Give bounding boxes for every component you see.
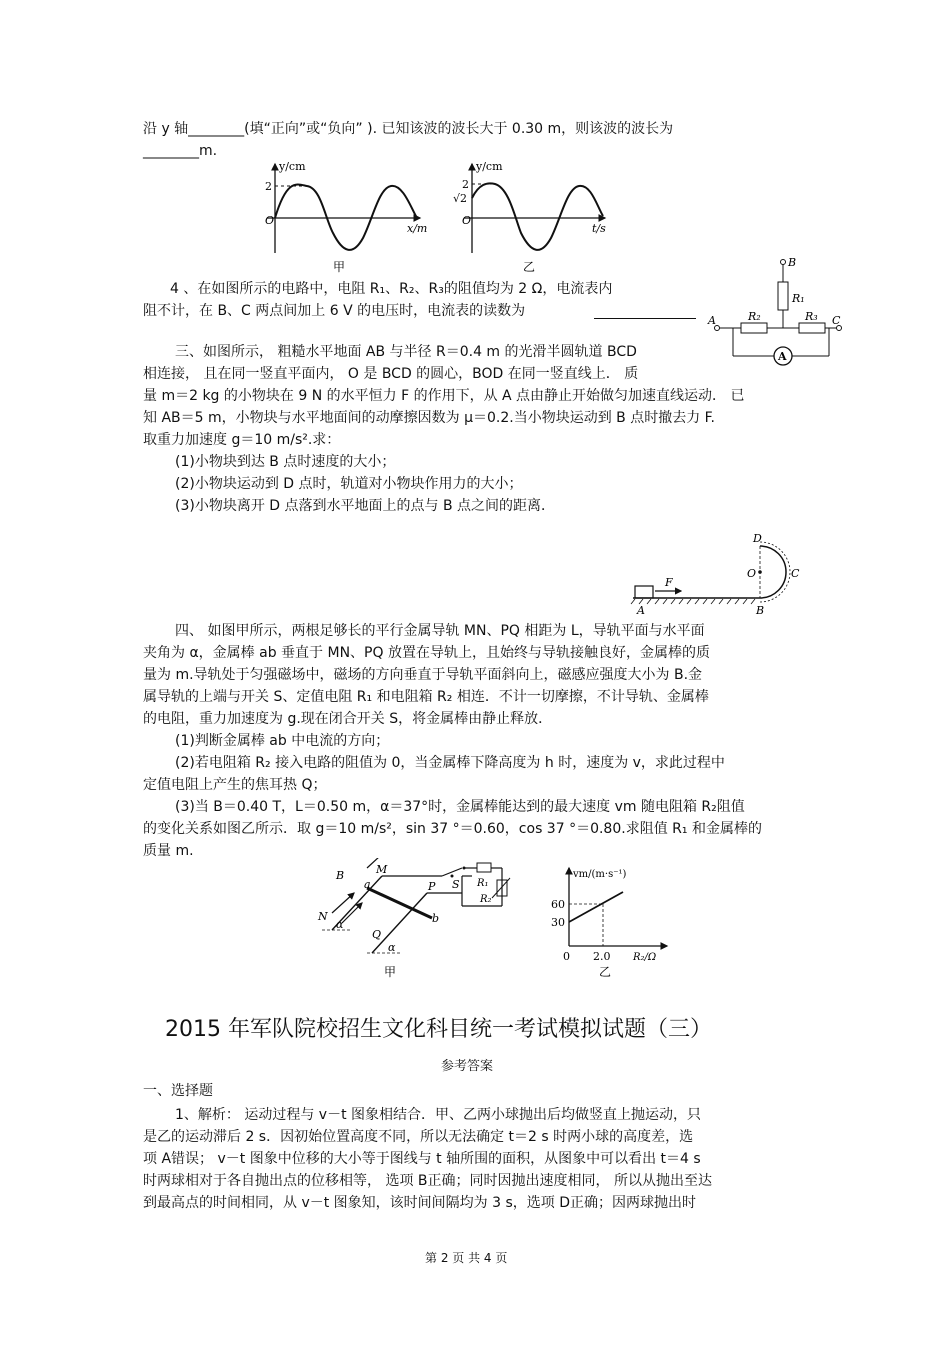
part3-line-3: 量 m＝2 kg 的小物块在 9 N 的水平恒力 F 的作用下，从 A 点由静止开始做匀加速直线运动． 已 bbox=[143, 388, 745, 404]
part4-line-4: 属导轨的上端与开关 S、定值电阻 R₁ 和电阻箱 R₂ 相连．不计一切摩擦，不计导轨、金属棒 bbox=[143, 689, 709, 705]
wave-left-caption: 甲 bbox=[333, 260, 346, 274]
track-figure bbox=[625, 530, 815, 618]
vm-r2-caption: 乙 bbox=[599, 965, 612, 979]
rails-label-S: S bbox=[452, 878, 460, 891]
track-label-B: B bbox=[756, 604, 765, 617]
part3-line-1: 三、如图所示， 粗糙水平地面 AB 与半径 R＝0.4 m 的光滑半圆轨道 BCD bbox=[175, 344, 637, 360]
circuit-label-A: A bbox=[708, 314, 716, 327]
wave-right-caption: 乙 bbox=[523, 260, 536, 274]
wave-left-ylabel: y/cm bbox=[279, 160, 306, 173]
circuit-diagram bbox=[706, 252, 846, 370]
part3-q1: (1)小物块到达 B 点时速度的大小； bbox=[175, 454, 396, 470]
part3-q2: (2)小物块运动到 D 点时，轨道对小物块作用力的大小； bbox=[175, 476, 523, 492]
part4-q3: (3)当 B＝0.40 T，L＝0.50 m，α＝37°时，金属棒能达到的最大速度 vm 随电阻箱 R₂阻值 bbox=[175, 799, 745, 815]
circuit-label-R1: R₁ bbox=[792, 292, 805, 305]
rails-label-P: P bbox=[428, 880, 436, 893]
vm-r2-line bbox=[569, 892, 623, 922]
rails-label-alpha-2: α bbox=[388, 941, 396, 954]
vm-r2-y60: 60 bbox=[551, 898, 565, 911]
rails-caption: 甲 bbox=[384, 965, 397, 979]
part3-line-2: 相连接， 且在同一竖直平面内， O 是 BCD 的圆心，BOD 在同一竖直线上． 质 bbox=[143, 366, 639, 382]
q4-line-1: 4 、在如图所示的电路中，电阻 R₁、R₂、R₃的阻值均为 2 Ω，电流表内 bbox=[170, 281, 613, 297]
part4-line-2: 夹角为 α，金属棒 ab 垂直于 MN、PQ 放置在导轨上，且始终与导轨接触良好，金属棒的质 bbox=[143, 645, 710, 661]
circuit-label-B: B bbox=[788, 256, 797, 269]
rails-label-b: b bbox=[432, 912, 440, 925]
answer-line-4: 时两球相对于各自抛出点的位移相等， 选项 B正确；同时因抛出速度相同， 所以从抛出至达 bbox=[143, 1173, 712, 1189]
wave-left-xlabel: x/m bbox=[407, 222, 428, 235]
answer-line-2: 是乙的运动滞后 2 s．因初始位置高度不同，所以无法确定 t＝2 s 时两小球的高度差，选 bbox=[143, 1129, 694, 1145]
vm-r2-x0: 0 bbox=[563, 950, 570, 963]
wave-right-origin: O bbox=[462, 214, 472, 227]
track-label-D: D bbox=[753, 532, 762, 545]
part4-line-3: 量为 m.导轨处于匀强磁场中，磁场的方向垂直于导轨平面斜向上，磁感应强度大小为 B.金 bbox=[143, 667, 703, 683]
vm-r2-y30: 30 bbox=[551, 916, 565, 929]
vm-r2-x2: 2.0 bbox=[593, 950, 611, 963]
vm-r2-graph bbox=[545, 862, 675, 982]
part3-line-5: 取重力加速度 g＝10 m/s².求： bbox=[143, 432, 341, 448]
wave-figures bbox=[255, 158, 615, 276]
wave-question-line-1: 沿 y 轴________(填“正向”或“负向” ). 已知该波的波长大于 0.30 m，则该波的波长为 bbox=[143, 121, 674, 137]
circuit-label-R2: R₂ bbox=[748, 310, 761, 323]
rails-label-a: a bbox=[364, 878, 371, 891]
wave-right-xlabel: t/s bbox=[592, 222, 606, 235]
wave-right-tick-sqrt: √2 bbox=[453, 192, 468, 205]
rails-resistor-R1 bbox=[477, 863, 491, 872]
part4-q2-cont: 定值电阻上产生的焦耳热 Q； bbox=[143, 777, 327, 793]
track-label-F: F bbox=[665, 576, 673, 589]
wave-graph-right bbox=[453, 160, 606, 274]
rails-label-R2: R₂ bbox=[480, 894, 492, 905]
wave-left-tick: 2 bbox=[265, 180, 272, 193]
rails-label-B: B bbox=[336, 869, 345, 882]
wave-question-line-2: ________m. bbox=[143, 143, 218, 159]
q4-answer-blank bbox=[594, 318, 696, 319]
answer-line-1: 1、解析： 运动过程与 v－t 图象相结合．甲、乙两小球抛出后均做竖直上抛运动，只 bbox=[175, 1107, 702, 1123]
circuit-label-R3: R₃ bbox=[805, 310, 818, 323]
track-label-C: C bbox=[791, 567, 800, 580]
section-heading: 一、选择题 bbox=[143, 1083, 213, 1099]
q4-line-2: 阻不计，在 B、C 两点间加上 6 V 的电压时，电流表的读数为 bbox=[143, 303, 526, 319]
wave-right-ylabel: y/cm bbox=[476, 160, 503, 173]
part4-line-1: 四、 如图甲所示，两根足够长的平行金属导轨 MN、PQ 相距为 L，导轨平面与水平面 bbox=[175, 623, 705, 639]
part4-q2: (2)若电阻箱 R₂ 接入电路的阻值为 0，当金属棒下降高度为 h 时，速度为 v，求此过程中 bbox=[175, 755, 725, 771]
vm-r2-ylabel: vm/(m·s⁻¹) bbox=[573, 869, 627, 880]
block-icon bbox=[635, 586, 653, 598]
answer-subheading: 参考答案 bbox=[441, 1059, 494, 1074]
wave-left-origin: O bbox=[265, 214, 275, 227]
vm-r2-xlabel: R₂/Ω bbox=[633, 952, 657, 963]
answer-line-3: 项 A错误； v－t 图象中位移的大小等于图线与 t 轴所围的面积，从图象中可以看出 t＝4 s bbox=[143, 1151, 701, 1167]
rails-label-alpha-1: α bbox=[336, 918, 344, 931]
part3-q3: (3)小物块离开 D 点落到水平地面上的点与 B 点之间的距离． bbox=[175, 498, 556, 514]
wave-graph-left bbox=[265, 160, 427, 274]
rails-label-R1: R₁ bbox=[477, 878, 489, 889]
answer-line-5: 到最高点的时间相同，从 v－t 图象知，该时间间隔均为 3 s，选项 D正确；因两球抛出时 bbox=[143, 1195, 697, 1211]
rails-label-Q: Q bbox=[372, 928, 382, 941]
track-label-A: A bbox=[637, 604, 645, 617]
rails-label-N: N bbox=[318, 910, 328, 923]
page-footer: 第 2 页 共 4 页 bbox=[425, 1251, 508, 1265]
part4-q3-cont-2: 质量 m. bbox=[143, 843, 194, 859]
part4-line-5: 的电阻，重力加速度为 g.现在闭合开关 S，将金属棒由静止释放． bbox=[143, 711, 553, 727]
part4-q1: (1)判断金属棒 ab 中电流的方向； bbox=[175, 733, 390, 749]
part4-q3-cont-1: 的变化关系如图乙所示．取 g＝10 m/s²，sin 37 °＝0.60，cos 37 °＝0.80.求阻值 R₁ 和金属棒的 bbox=[143, 821, 762, 837]
rails-figure bbox=[312, 858, 522, 983]
circuit-label-C: C bbox=[832, 314, 841, 327]
track-label-O: O bbox=[747, 567, 757, 580]
part3-line-4: 知 AB＝5 m，小物块与水平地面间的动摩擦因数为 μ＝0.2.当小物块运动到 B 点时撤去力 F. bbox=[143, 410, 715, 426]
rails-label-M: M bbox=[376, 863, 388, 876]
ammeter-label: A bbox=[778, 350, 787, 363]
page-heading: 2015 年军队院校招生文化科目统一考试模拟试题（三） bbox=[165, 1017, 712, 1042]
wave-right-tick-top: 2 bbox=[462, 178, 469, 191]
